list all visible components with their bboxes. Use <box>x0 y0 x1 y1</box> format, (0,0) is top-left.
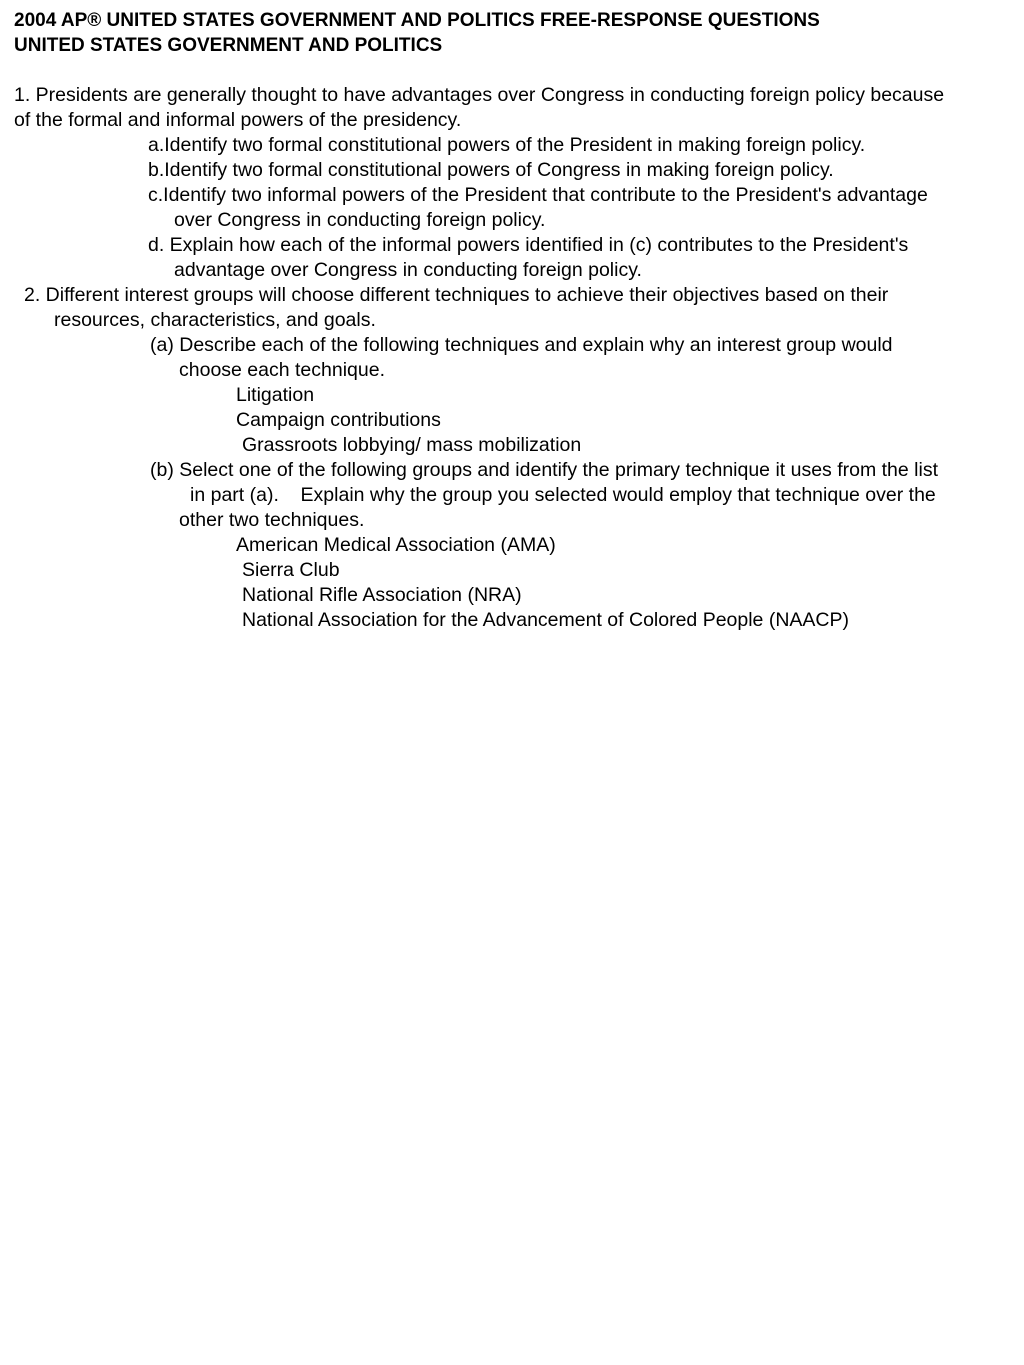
q1-stem-line-1: 1. Presidents are generally thought to have advantages over Congress in conducting foreign policy because <box>14 84 945 106</box>
q1-part-d-line-2: advantage over Congress in conducting foreign policy. <box>174 259 642 281</box>
q2-part-a-line-2: choose each technique. <box>179 359 385 381</box>
q2-group-item: Sierra Club <box>242 559 340 581</box>
q1-part-d-line-1: d. Explain how each of the informal powers identified in (c) contributes to the President's <box>148 234 909 256</box>
q2-group-item: American Medical Association (AMA) <box>236 534 556 556</box>
q1-part-b: b.Identify two formal constitutional powers of Congress in making foreign policy. <box>148 159 834 181</box>
q1-stem-line-2: of the formal and informal powers of the presidency. <box>14 109 462 131</box>
q2-group-item: National Association for the Advancement of Colored People (NAACP) <box>242 609 849 631</box>
q2-stem-line-2: resources, characteristics, and goals. <box>54 309 376 331</box>
q2-group-item: National Rifle Association (NRA) <box>242 584 522 606</box>
q2-technique-item: Grassroots lobbying/ mass mobilization <box>242 434 582 456</box>
q1-part-c-line-2: over Congress in conducting foreign policy. <box>174 209 546 231</box>
q2-part-b-line-3: other two techniques. <box>179 509 365 531</box>
q1-part-c-line-1: c.Identify two informal powers of the President that contribute to the President's advantage <box>148 184 928 206</box>
q2-technique-item: Campaign contributions <box>236 409 441 431</box>
q2-part-a-line-1: (a) Describe each of the following techniques and explain why an interest group would <box>150 334 893 356</box>
q2-stem-line-1: 2. Different interest groups will choose different techniques to achieve their objectives based on their <box>24 284 889 306</box>
q1-part-a: a.Identify two formal constitutional powers of the President in making foreign policy. <box>148 134 866 156</box>
q2-part-b-line-2: in part (a). Explain why the group you selected would employ that technique over the <box>190 484 936 506</box>
header-subtitle: UNITED STATES GOVERNMENT AND POLITICS <box>14 35 443 56</box>
header-title: 2004 AP® UNITED STATES GOVERNMENT AND POLITICS FREE-RESPONSE QUESTIONS <box>14 10 820 31</box>
q2-part-b-line-1: (b) Select one of the following groups and identify the primary technique it uses from the list <box>150 459 938 481</box>
q2-technique-item: Litigation <box>236 384 315 406</box>
